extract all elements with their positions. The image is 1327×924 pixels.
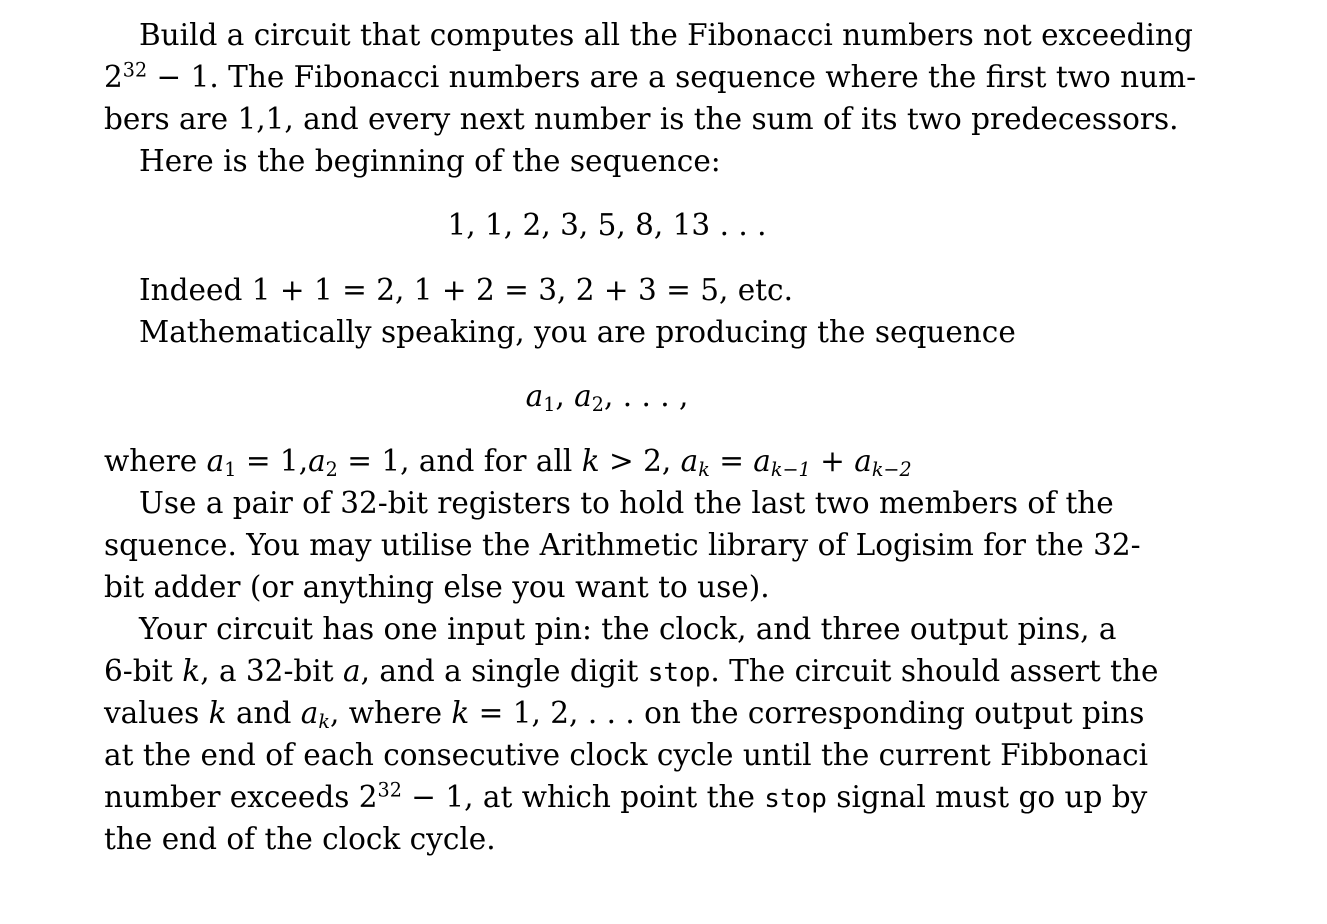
math-subscript: k xyxy=(318,709,330,733)
math-var-a: a xyxy=(342,654,361,688)
text-span: , a 32-bit xyxy=(200,654,343,688)
paragraph-7-line-4 xyxy=(104,734,1149,776)
math-var-a: a xyxy=(308,444,326,478)
text-span: and xyxy=(226,696,301,730)
math-var-a: a xyxy=(300,696,319,730)
math-var-k: k xyxy=(182,654,201,688)
paragraph-4-line-1 xyxy=(104,311,1110,353)
math-subscript: k−2 xyxy=(871,457,912,481)
math-exponent: 32 xyxy=(122,58,148,82)
math-var-a: a xyxy=(753,444,771,478)
math-subscript: 1 xyxy=(224,457,237,481)
text-span: = 1, and for all xyxy=(337,444,582,478)
math-subscript: k−1 xyxy=(770,457,811,481)
text-span: bers are 1,1, and every next number is the sum of its two predecessors. xyxy=(104,102,1179,136)
math-var-a: a xyxy=(680,444,699,478)
math-subscript: 1 xyxy=(543,392,556,416)
text-span: > 2, xyxy=(599,444,681,478)
text-span: at the end of each consecutive clock cycle until the current Fibbonaci xyxy=(104,738,1149,772)
text-span: the end of the clock cycle. xyxy=(104,822,496,856)
code-stop: stop xyxy=(647,658,711,688)
math-var-k: k xyxy=(451,696,470,730)
paragraph-7-line-6 xyxy=(104,818,1110,860)
math-sep: , xyxy=(555,379,575,413)
text-span: values xyxy=(104,696,209,730)
text-span: = 1, 2, . . . on the corresponding output pins xyxy=(469,696,1145,730)
paragraph-1-line-2 xyxy=(104,56,1197,98)
math-var-a: a xyxy=(574,379,592,413)
math-base: 2 xyxy=(104,60,123,94)
paragraph-1-line-1 xyxy=(104,14,1193,56)
paragraph-7-line-1 xyxy=(104,608,1117,650)
text-span: number exceeds 2 xyxy=(104,780,378,814)
math-subscript: 2 xyxy=(325,457,338,481)
math-subscript: k xyxy=(698,457,710,481)
text-span: − 1, at which point the xyxy=(401,780,765,814)
text-span: Your circuit has one input pin: the clock, and three output pins, a xyxy=(139,612,1117,646)
paragraph-5-line-1 xyxy=(104,440,1110,482)
text-span: + xyxy=(810,444,855,478)
text-span: = 1, xyxy=(236,444,309,478)
math-sequence: 1, 1, 2, 3, 5, 8, 13 . . . xyxy=(447,208,767,242)
paragraph-6-line-2 xyxy=(104,524,1141,566)
text-span: , and a single digit xyxy=(360,654,648,688)
math-var-a: a xyxy=(854,444,872,478)
math-var-k: k xyxy=(208,696,227,730)
text-span: = xyxy=(709,444,754,478)
math-var-a: a xyxy=(525,379,544,413)
text-span: , where xyxy=(330,696,452,730)
paragraph-7-line-5 xyxy=(104,776,1148,818)
text-span: Mathematically speaking, you are producing the sequence xyxy=(139,315,1016,349)
paragraph-6-line-3 xyxy=(104,566,1110,608)
paragraph-6-line-1 xyxy=(104,482,1114,524)
paragraph-7-line-2 xyxy=(104,650,1159,692)
text-span: bit adder (or anything else you want to use). xyxy=(104,570,770,604)
display-equation-sequence xyxy=(104,204,1110,247)
text-span: Build a circuit that computes all the Fibonacci numbers not exceeding xyxy=(139,18,1193,52)
paragraph-2-line-1 xyxy=(104,140,1110,182)
text-span: Use a pair of 32-bit registers to hold the last two members of the xyxy=(139,486,1114,520)
paragraph-1-line-3 xyxy=(104,98,1179,140)
problem-statement xyxy=(104,14,1197,860)
text-span: Indeed 1 + 1 = 2, 1 + 2 = 3, 2 + 3 = 5, etc. xyxy=(139,273,793,307)
code-stop: stop xyxy=(764,784,827,814)
display-equation-general xyxy=(104,375,1110,418)
text-span: Here is the beginning of the sequence: xyxy=(139,144,721,178)
math-exponent: 32 xyxy=(377,778,402,802)
text-span: where xyxy=(104,444,207,478)
text-span: 6-bit xyxy=(104,654,183,688)
math-var-k: k xyxy=(581,444,600,478)
math-var-a: a xyxy=(206,444,225,478)
paragraph-3-line-1 xyxy=(104,269,1110,311)
text-span: squence. You may utilise the Arithmetic library of Logisim for the 32- xyxy=(104,528,1141,562)
text-span: . The circuit should assert the xyxy=(710,654,1159,688)
paragraph-7-line-3 xyxy=(104,692,1145,734)
math-subscript: 2 xyxy=(591,392,604,416)
math-tail: , . . . , xyxy=(603,379,689,413)
text-span: signal must go up by xyxy=(826,780,1148,814)
text-span: − 1. The Fibonacci numbers are a sequence where the first two num- xyxy=(147,60,1197,94)
